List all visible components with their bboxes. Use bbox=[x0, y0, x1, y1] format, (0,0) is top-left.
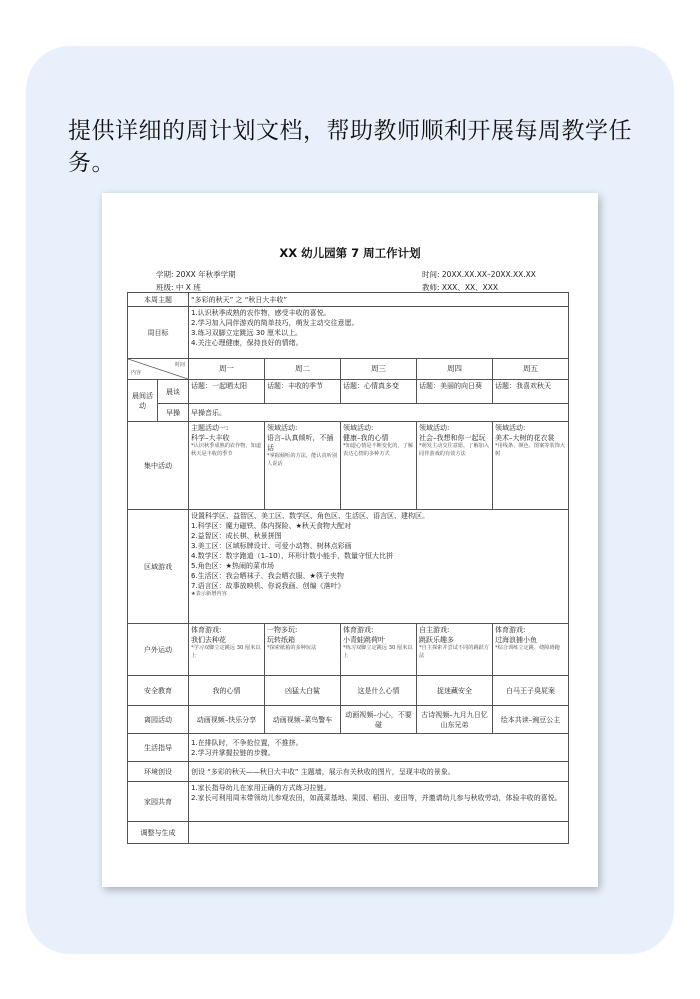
talk-cell: 话题：一起晒太阳 bbox=[189, 380, 265, 404]
area-item: 7.语言区：故事放映机、你说我画、创编《落叶》 bbox=[191, 582, 345, 590]
day-thursday: 周四 bbox=[417, 359, 493, 380]
safety-cell: 白马王子臭屁案 bbox=[493, 676, 569, 706]
leave-cell: 动画视频–菜鸟警车 bbox=[265, 706, 341, 734]
safety-row bbox=[128, 676, 569, 706]
document-title: XX 幼儿园第 7 周工作计划 bbox=[279, 246, 421, 260]
day-tuesday: 周二 bbox=[265, 359, 341, 380]
group-label: 集中活动 bbox=[128, 422, 189, 510]
home-label: 家园共育 bbox=[128, 782, 189, 822]
goal-item: 2.学习加入同伴游戏的简单技巧，萌发主动交往意愿。 bbox=[191, 319, 359, 327]
activity-note: *掌握倾听的方法，能认真听别人说话 bbox=[267, 453, 338, 467]
day-wednesday: 周三 bbox=[341, 359, 417, 380]
talk-row bbox=[128, 380, 569, 404]
home-item: 2.家长可利用周末带领幼儿参观农田，如蔬菜基地、果园、稻田、麦田等，并邀请幼儿参与秋收劳动，体验丰收的喜悦。 bbox=[191, 794, 562, 802]
outdoor-type: 体育游戏: bbox=[495, 626, 526, 634]
safety-cell: 凶猛大白鲨 bbox=[265, 676, 341, 706]
activity-type: 领域活动: bbox=[343, 424, 374, 432]
area-item: 4.数学区：数字跑道（1–10）、环形计数小能手、数量守恒大比拼 bbox=[191, 552, 394, 560]
activity-name: 社会–我想和你一起玩 bbox=[419, 434, 486, 442]
outdoor-cell bbox=[341, 624, 417, 676]
activity-type: 主题活动一: bbox=[191, 424, 229, 432]
outdoor-label: 户外运动 bbox=[128, 624, 189, 676]
goals-label: 周目标 bbox=[128, 307, 189, 359]
outdoor-note: *练习双脚立定跳远 30 厘米以上 bbox=[343, 645, 413, 659]
time-info: 时间: 20XX.XX.XX–20XX.XX.XX bbox=[422, 270, 536, 279]
life-row bbox=[128, 734, 569, 762]
activity-note: *用线条、颜色、图案等装饰大树 bbox=[495, 443, 566, 457]
outdoor-name: 跳跃乐趣多 bbox=[419, 636, 454, 644]
outdoor-row bbox=[128, 624, 569, 676]
activity-note: *知道心情是不断变化的，了解表达心情的多种方式 bbox=[343, 443, 414, 457]
activity-name: 美术–大树的花衣裳 bbox=[495, 434, 555, 442]
outdoor-cell bbox=[265, 624, 341, 676]
outdoor-name: 过海浪捕小鱼 bbox=[495, 636, 537, 644]
outdoor-name: 我们去种花 bbox=[191, 636, 226, 644]
area-label: 区域游戏 bbox=[128, 510, 189, 624]
header-time: 时间 bbox=[174, 362, 185, 368]
outdoor-name: 小青蛙跳荷叶 bbox=[343, 636, 385, 644]
headline: 提供详细的周计划文档，帮助教师顺利开展每周教学任务。 bbox=[68, 118, 632, 176]
group-cell bbox=[493, 422, 569, 510]
activity-type: 领域活动: bbox=[419, 424, 450, 432]
area-cell bbox=[189, 510, 569, 624]
group-cell bbox=[417, 422, 493, 510]
activity-name: 健康–我的心情 bbox=[343, 434, 389, 442]
home-row bbox=[128, 782, 569, 822]
safety-cell: 这是什么心情 bbox=[341, 676, 417, 706]
activity-name: 语言–认真倾听，不插话 bbox=[267, 434, 334, 452]
group-cell bbox=[341, 422, 417, 510]
adjust-row bbox=[128, 822, 569, 844]
life-item: 1.在排队时，不争抢位置，不推挤。 bbox=[191, 738, 303, 747]
activity-type: 领域活动: bbox=[495, 424, 526, 432]
life-label: 生活指导 bbox=[128, 734, 189, 762]
leave-label: 离园活动 bbox=[128, 706, 189, 734]
outdoor-note: *综合训练立定跳、绕障碍跑 bbox=[495, 645, 560, 651]
area-item: 5.角色区：★热闹的菜市场 bbox=[191, 562, 274, 570]
day-friday: 周五 bbox=[493, 359, 569, 380]
group-cell bbox=[189, 422, 265, 510]
days-header-row bbox=[128, 359, 569, 380]
goal-item: 3.练习双脚立定跳远 30 厘米以上。 bbox=[191, 329, 303, 337]
leave-cell: 绘本共读–豌豆公主 bbox=[493, 706, 569, 734]
goal-item: 4.关注心理健康，保持良好的情绪。 bbox=[191, 339, 303, 347]
goals-cell bbox=[189, 307, 569, 359]
goals-row bbox=[128, 307, 569, 359]
teacher-info: 教师: XXX、XX、XXX bbox=[422, 283, 499, 292]
adjust-cell bbox=[189, 822, 569, 844]
activity-note: *认识秋季成熟的农作物，知道秋天是丰收的季节 bbox=[191, 443, 262, 457]
safety-cell: 我的心情 bbox=[189, 676, 265, 706]
leave-row bbox=[128, 706, 569, 734]
area-footnote: ★表示新增内容 bbox=[191, 591, 227, 597]
talk-cell: 话题：美丽的向日葵 bbox=[417, 380, 493, 404]
outdoor-cell bbox=[493, 624, 569, 676]
diagonal-header bbox=[128, 359, 189, 380]
talk-cell: 话题：我喜欢秋天 bbox=[493, 380, 569, 404]
exercise-cell: 早操音乐。 bbox=[189, 404, 569, 422]
adjust-label: 调整与生成 bbox=[128, 822, 189, 844]
term-info: 学期: 20XX 年秋季学期 bbox=[156, 270, 236, 279]
header-content: 内容 bbox=[131, 370, 142, 376]
home-item: 1.家长指导幼儿在家用正确的方式练习拉链。 bbox=[191, 784, 331, 792]
exercise-row bbox=[128, 404, 569, 422]
outdoor-name: 玩转纸箱 bbox=[267, 636, 295, 644]
outdoor-note: *自主探索并尝试不同的跳跃方法 bbox=[419, 645, 490, 659]
env-cell: 创设 “多彩的秋天——秋日大丰收” 主题墙，展示有关秋收的图片，呈现丰收的景象。 bbox=[189, 762, 569, 782]
safety-cell: 捉迷藏安全 bbox=[417, 676, 493, 706]
env-label: 环境创设 bbox=[128, 762, 189, 782]
area-item: 1.科学区：魔力磁铁、体内探险、★秋天食物大配对 bbox=[191, 522, 351, 530]
outdoor-type: 体育游戏: bbox=[343, 626, 374, 634]
theme-value: “多彩的秋天” 之 “秋日大丰收” bbox=[189, 293, 569, 307]
activity-name: 科学–大丰收 bbox=[191, 434, 230, 442]
safety-label: 安全教育 bbox=[128, 676, 189, 706]
theme-row bbox=[128, 293, 569, 307]
talk-cell: 话题：心情真多变 bbox=[341, 380, 417, 404]
plan-document bbox=[102, 193, 598, 887]
home-cell bbox=[189, 782, 569, 822]
leave-cell: 动画视频–小心，不要碰 bbox=[341, 706, 417, 734]
day-monday: 周一 bbox=[189, 359, 265, 380]
life-item: 2.学习并掌握拉链的步骤。 bbox=[191, 748, 275, 757]
class-info: 班级: 中 X 班 bbox=[156, 283, 201, 292]
activity-note: *萌发主动交往意愿，了解加入同伴游戏的有效方法 bbox=[419, 443, 490, 457]
outdoor-note: *探索纸箱的多种玩法 bbox=[267, 645, 317, 651]
area-item: 6.生活区：我会晒袜子、我会晒衣服、★筷子夹物 bbox=[191, 572, 344, 580]
theme-label: 本周主题 bbox=[128, 293, 189, 307]
area-item: 3.美工区：区域标牌设计、可爱小动物、树林点彩画 bbox=[191, 542, 352, 550]
goal-item: 1.认识秋季成熟的农作物，感受丰收的喜悦。 bbox=[191, 309, 331, 317]
area-item: 2.益智区：成长棋、秋景拼图 bbox=[191, 532, 282, 540]
life-cell bbox=[189, 734, 569, 762]
env-row bbox=[128, 762, 569, 782]
leave-cell: 古诗视频–九月九日忆山东兄弟 bbox=[417, 706, 493, 734]
outdoor-type: 一物多玩: bbox=[267, 626, 298, 634]
leave-cell: 动画视频–快乐分享 bbox=[189, 706, 265, 734]
group-row bbox=[128, 422, 569, 510]
outdoor-type: 体育游戏: bbox=[191, 626, 222, 634]
area-row bbox=[128, 510, 569, 624]
talk-cell: 话题：丰收的季节 bbox=[265, 380, 341, 404]
talk-label: 晨谈 bbox=[158, 380, 189, 404]
activity-type: 领域活动: bbox=[267, 424, 298, 432]
outdoor-cell bbox=[417, 624, 493, 676]
weekly-plan-table bbox=[127, 292, 569, 844]
outdoor-note: *学习双脚立定跳远 30 厘米以上 bbox=[191, 645, 261, 659]
outdoor-cell bbox=[189, 624, 265, 676]
morning-label: 晨间活动 bbox=[128, 380, 158, 422]
exercise-label: 早操 bbox=[158, 404, 189, 422]
area-item: 设置科学区、益智区、美工区、数学区、角色区、生活区、语言区、建构区。 bbox=[191, 512, 429, 520]
group-cell bbox=[265, 422, 341, 510]
outdoor-type: 自主游戏: bbox=[419, 626, 450, 634]
